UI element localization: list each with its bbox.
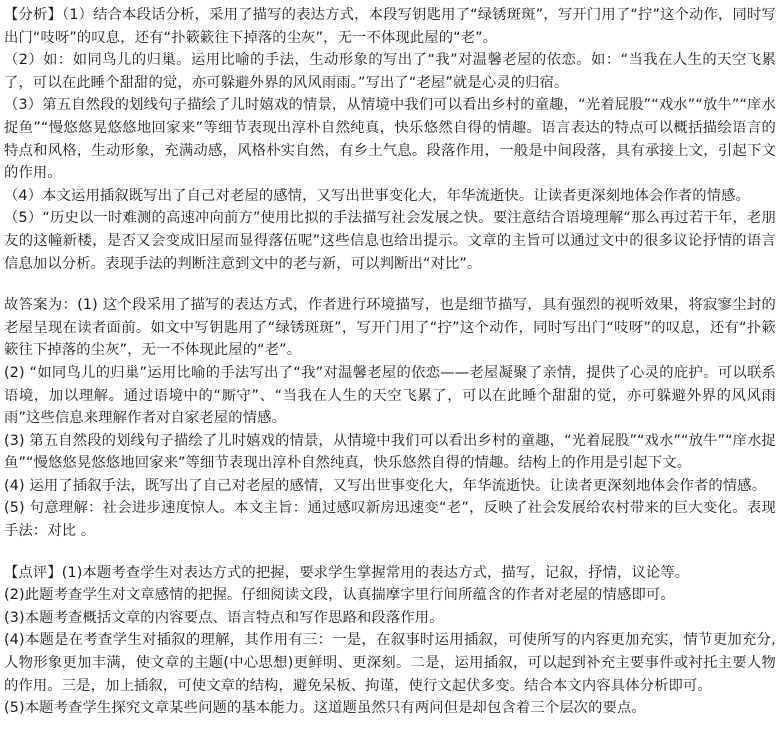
answer-paragraph-1: 故答案为：(1) 这个段采用了描写的表达方式，作者进行环境描写，也是细节描写，具有强烈的视听效果，将寂寥尘封的老屋呈现在读者面前。如文中写钥匙用了“绿锈斑斑”，写开门用了“拧”这个动作，同时写出门“吱呀”的叹息，还有“扑簌簌往下掉落的尘灰”，无一不体现此屋的“老”。 bbox=[4, 297, 776, 359]
analysis-paragraph-3: （3）第五自然段的划线句子描绘了儿时嬉戏的情景，从情境中我们可以看出乡村的童趣，“光着屁股”“戏水”“放牛”“庠水捉鱼”“慢悠悠晃悠悠地回家来”等细节表现出淳朴自然纯真，快乐悠然自得的情趣。语言表达的特点可以概括描绘语言的特点和风格，生动形象，充满动感，风格朴实自然，有乡土气息。段落作用，一般是中间段落，具有承接上文，引起下文的作用。 bbox=[4, 97, 776, 182]
answer-paragraph-5: (5) 句意理解：社会进步速度惊人。本文主旨：通过感叹新房迅速变“老”，反映了社会发展给农村带来的巨大变化。表现手法：对比 。 bbox=[4, 500, 776, 540]
comment-paragraph-4: (4)本题是在考查学生对插叙的理解，其作用有三：一是，在叙事时运用插叙，可使所写的内容更加充实，情节更加充分,人物形象更加丰满，使文章的主题(中心思想)更鲜明、更深刻。二是，运用插叙，可以起到补充主要事件或衬托主要人物的作用。三是，加上插叙，可使文章的结构，避免呆板、拘谨，使行文起伏多变。结合本文内容具体分析即可。 bbox=[4, 632, 776, 694]
comment-paragraph-1: 【点评】(1)本题考查学生对表达方式的把握，要求学生掌握常用的表达方式，描写，记叙，抒情，议论等。 bbox=[4, 564, 690, 581]
answer-paragraph-3: (3) 第五自然段的划线句子描绘了儿时嬉戏的情景，从情境中我们可以看出乡村的童趣，“光着屁股”“戏水”“放牛”“庠水捉鱼”“慢悠悠晃悠悠地回家来”等细节表现出淳朴自然纯真，快乐悠然自得的情趣。结构上的作用是引起下文。 bbox=[4, 432, 776, 472]
analysis-paragraph-2: （2）如：如同鸟儿的归巢。运用比喻的手法，生动形象的写出了“我”对温馨老屋的依恋。如：“当我在人生的天空飞累了，可以在此睡个甜甜的觉，亦可躲避外界的风风雨雨。”写出了“老屋”就是心灵的归宿。 bbox=[4, 52, 776, 91]
section-spacer bbox=[4, 275, 776, 294]
analysis-paragraph-1: 【分析】（1）结合本段话分析，采用了描写的表达方式，本段写钥匙用了“绿锈斑斑”，写开门用了“拧”这个动作，同时写出门“吱呀”的叹息，还有“扑簌簌往下掉落的尘灰”，无一不体现此屋的“老”。 bbox=[4, 7, 776, 46]
comment-paragraph-3: (3)本题考查概括文章的内容要点、语言特点和写作思路和段落作用。 bbox=[4, 609, 444, 626]
analysis-section bbox=[4, 4, 776, 275]
answer-section bbox=[4, 294, 776, 543]
answer-paragraph-4: (4) 运用了插叙手法，既写出了自己对老屋的感情，又写出世事变化大，年华流逝快。让读者更深刻地体会作者的情感。 bbox=[4, 477, 767, 494]
analysis-paragraph-4: （4）本文运用插叙既写出了自己对老屋的感情，又写出世事变化大，年华流逝快。让读者更深刻地体会作者的情感。 bbox=[4, 187, 751, 204]
comment-section bbox=[4, 562, 776, 720]
comment-paragraph-5: (5)本题考查学生探究文章某些问题的基本能力。这道题虽然只有两问但是却包含着三个层次的要点。 bbox=[4, 700, 646, 717]
answer-paragraph-2: (2) “如同鸟儿的归巢”运用比喻的手法写出了“我”对温馨老屋的依恋——老屋凝聚了亲情，提供了心灵的庇护。可以联系语境，加以理解。通过语境中的“厮守”、“当我在人生的天空飞累了，可以在此睡个甜甜的觉，亦可躲避外界的风风雨雨”这些信息来理解作者对自家老屋的情感。 bbox=[4, 364, 776, 427]
comment-paragraph-2: (2)此题考查学生对文章感情的把握。仔细阅读文段，认真揣摩字里行间所蕴含的作者对老屋的情感即可。 bbox=[4, 587, 675, 604]
analysis-paragraph-5: （5）“历史以一时难测的高速冲向前方”使用比拟的手法描写社会发展之快。要注意结合语境理解“那么再过若干年，老朋友的这幢新楼，是否又会变成旧屋而显得落伍呢”这些信息也给出提示。文章的主旨可以通过文中的很多议论抒情的语言信息加以分析。表现手法的判断注意到文中的老与新，可以判断出“对比”。 bbox=[4, 210, 776, 272]
section-spacer bbox=[4, 543, 776, 562]
